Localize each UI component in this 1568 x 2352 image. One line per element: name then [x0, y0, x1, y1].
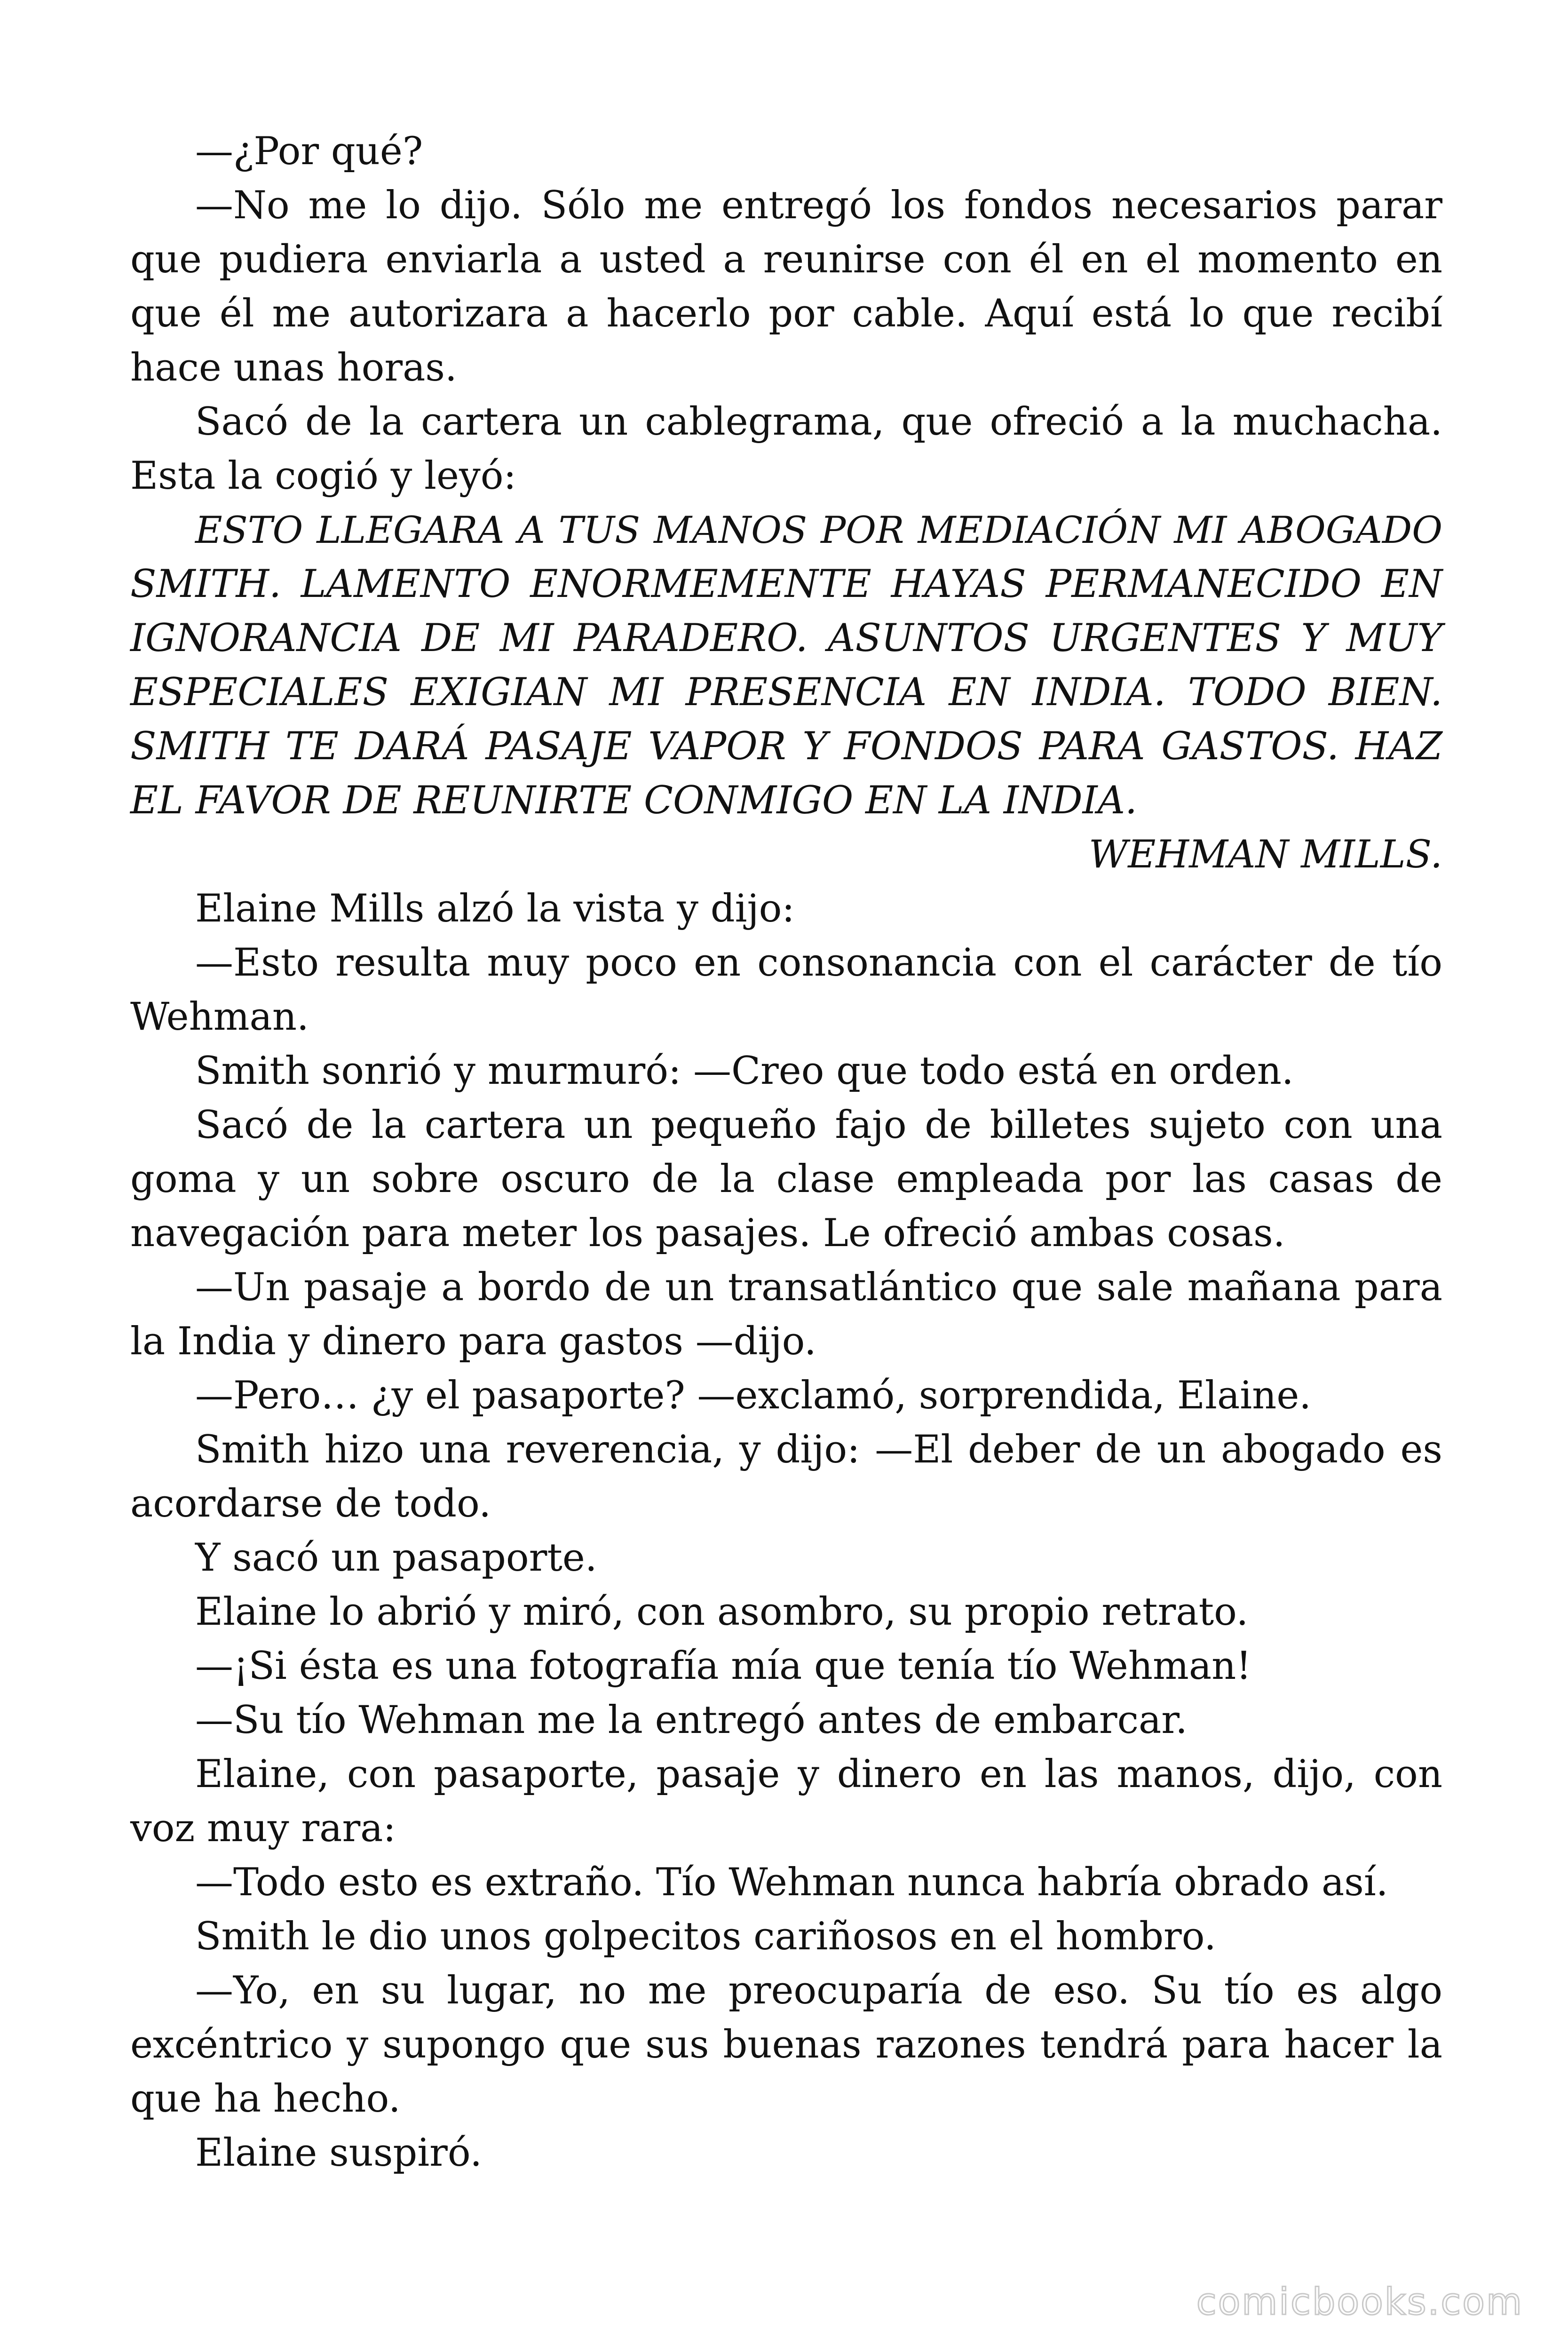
text-line: —¿Por qué?: [195, 129, 423, 174]
text-line: goma y un sobre oscuro de la clase empleada por las casas de: [130, 1157, 1442, 1201]
text-line: voz muy rara:: [130, 1806, 396, 1851]
cablegram-line: ESPECIALES EXIGIAN MI PRESENCIA EN INDIA. TODO BIEN.: [130, 670, 1442, 715]
text-line: navegación para meter los pasajes. Le ofreció ambas cosas.: [130, 1211, 1285, 1255]
text-line: Esta la cogió y leyó:: [130, 454, 516, 498]
text-line: hace unas horas.: [130, 346, 457, 390]
cablegram-line: IGNORANCIA DE MI PARADERO. ASUNTOS URGENTES Y MUY: [130, 616, 1442, 660]
cablegram-line: ESTO LLEGARA A TUS MANOS POR MEDIACIÓN MI ABOGADO: [195, 509, 1442, 552]
text-line: —Todo esto es extraño. Tío Wehman nunca habría obrado así.: [195, 1860, 1388, 1905]
text-line: —Esto resulta muy poco en consonancia con el carácter de tío: [195, 941, 1442, 985]
cablegram-line: WEHMAN MILLS.: [1089, 833, 1442, 877]
cablegram-line: SMITH. LAMENTO ENORMEMENTE HAYAS PERMANECIDO EN: [130, 562, 1442, 606]
text-line: la India y dinero para gastos —dijo.: [130, 1319, 816, 1364]
cablegram-line: EL FAVOR DE REUNIRTE CONMIGO EN LA INDIA.: [130, 779, 1137, 823]
text-line: que él me autorizara a hacerlo por cable. Aquí está lo que recibí: [130, 292, 1442, 336]
text-line: Smith le dio unos golpecitos cariñosos en el hombro.: [195, 1915, 1216, 1959]
text-line: Sacó de la cartera un cablegrama, que ofreció a la muchacha.: [195, 400, 1442, 444]
text-line: —Pero… ¿y el pasaporte? —exclamó, sorprendida, Elaine.: [195, 1374, 1312, 1418]
text-line: —Un pasaje a bordo de un transatlántico que sale mañana para: [195, 1265, 1442, 1310]
text-line: Elaine Mills alzó la vista y dijo:: [195, 887, 795, 931]
text-line: —¡Si ésta es una fotografía mía que tenía tío Wehman!: [195, 1644, 1251, 1688]
text-line: Elaine lo abrió y miró, con asombro, su propio retrato.: [195, 1590, 1249, 1634]
text-line: que ha hecho.: [130, 2077, 401, 2121]
text-line: —No me lo dijo. Sólo me entregó los fondos necesarios parar: [195, 183, 1442, 228]
text-line: Elaine suspiró.: [195, 2131, 482, 2175]
text-line: excéntrico y supongo que sus buenas razones tendrá para hacer la: [130, 2023, 1442, 2067]
text-line: Elaine, con pasaporte, pasaje y dinero en las manos, dijo, con: [195, 1752, 1442, 1796]
cablegram-line: SMITH TE DARÁ PASAJE VAPOR Y FONDOS PARA GASTOS. HAZ: [130, 724, 1442, 769]
text-line: acordarse de todo.: [130, 1482, 491, 1526]
text-line: —Yo, en su lugar, no me preocuparía de eso. Su tío es algo: [195, 1969, 1442, 2013]
watermark: comicbooks.com: [1196, 2281, 1523, 2323]
text-line: —Su tío Wehman me la entregó antes de embarcar.: [195, 1698, 1188, 1742]
text-line: Smith hizo una reverencia, y dijo: —El deber de un abogado es: [195, 1428, 1442, 1472]
text-line: Y sacó un pasaporte.: [195, 1536, 597, 1580]
text-line: Sacó de la cartera un pequeño fajo de billetes sujeto con una: [195, 1103, 1442, 1147]
page-body-text: [130, 125, 1442, 2180]
text-line: que pudiera enviarla a usted a reunirse con él en el momento en: [130, 238, 1442, 282]
text-line: Wehman.: [130, 995, 309, 1039]
text-line: Smith sonrió y murmuró: —Creo que todo está en orden.: [195, 1049, 1294, 1093]
